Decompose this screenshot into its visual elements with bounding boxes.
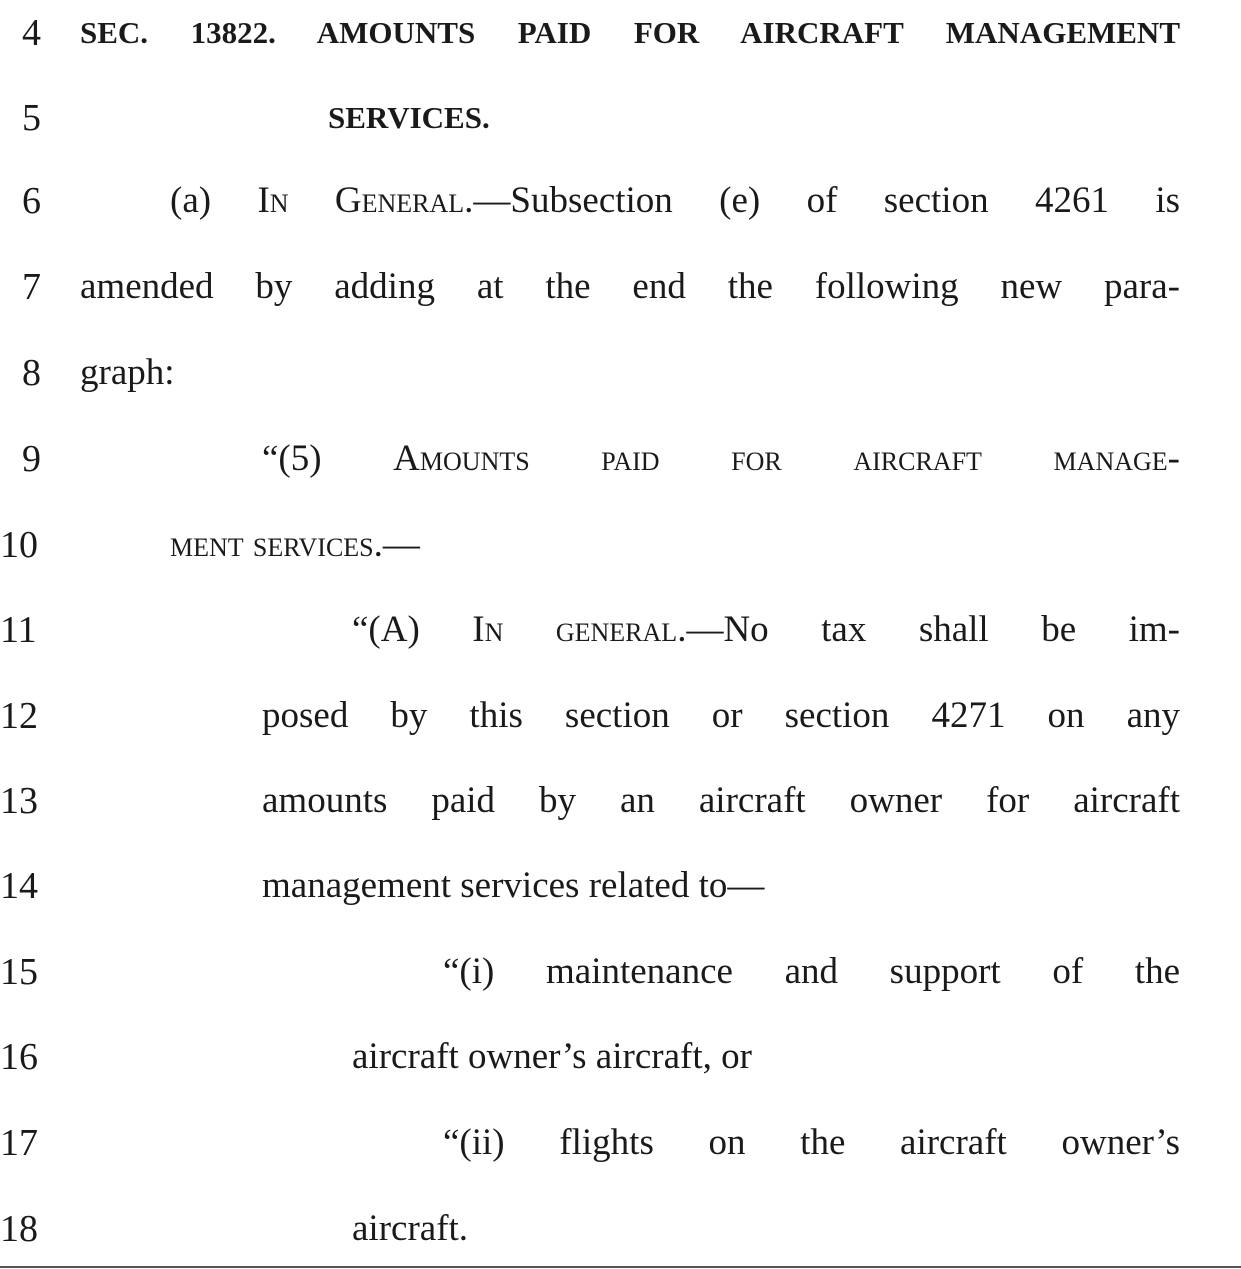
subsection-a-heading: In General: [257, 180, 465, 221]
bill-line-9: [0, 429, 1241, 489]
line-number: 12: [0, 695, 38, 737]
line-number: 6: [22, 180, 41, 222]
bill-line-14: [0, 856, 1241, 916]
bill-line-16: [0, 1027, 1241, 1087]
subparagraph-a-body: .—No tax shall be im-: [677, 609, 1180, 650]
body-text: aircraft owner’s aircraft, or: [352, 1036, 752, 1077]
paragraph-5-heading: Amounts paid for aircraft manage-: [393, 438, 1180, 479]
heading-text: ment services: [170, 524, 374, 565]
bill-line-6: [0, 171, 1241, 231]
clause-ii-text: “(ii) flights on the aircraft owner’s: [443, 1122, 1180, 1163]
line-number: 7: [22, 266, 41, 308]
body-text: aircraft.: [352, 1208, 469, 1249]
paragraph-5-text: [262, 429, 1180, 489]
section-heading: SEC. 13822. AMOUNTS PAID FOR AIRCRAFT MANAGEMENT: [80, 15, 1180, 50]
bill-line-5: [0, 88, 1241, 148]
subparagraph-a-label: “(A): [352, 609, 473, 650]
bill-line-7: [0, 257, 1241, 317]
line-number: 11: [0, 609, 37, 651]
subsection-a-text: [170, 171, 1180, 231]
bill-line-15: [0, 942, 1241, 1002]
line-number: 15: [0, 951, 38, 993]
body-text: amounts paid by an aircraft owner for aircraft: [262, 780, 1180, 821]
bill-line-13: [0, 771, 1241, 831]
line-number: 9: [22, 438, 41, 480]
paragraph-5-heading-continued: [170, 515, 420, 575]
bill-line-17: [0, 1113, 1241, 1173]
line-number: 13: [0, 780, 38, 822]
bill-line-18: [0, 1199, 1241, 1259]
body-text: posed by this section or section 4271 on any: [262, 695, 1180, 736]
bill-line-12: [0, 686, 1241, 746]
body-text: management services related to—: [262, 865, 765, 906]
section-heading-continued: SERVICES.: [328, 100, 490, 135]
bill-line-11: [0, 600, 1241, 660]
heading-dash: .—: [373, 524, 420, 565]
line-number: 17: [0, 1122, 38, 1164]
subsection-a-label: (a): [170, 180, 258, 221]
bill-line-8: [0, 343, 1241, 403]
subparagraph-a-text: [352, 600, 1180, 660]
line-number: 10: [0, 524, 38, 566]
line-number: 18: [0, 1208, 38, 1250]
line-number: 5: [22, 97, 41, 139]
subsection-a-body: .—Subsection (e) of section 4261 is: [464, 180, 1180, 221]
line-number: 14: [0, 865, 38, 907]
subparagraph-a-heading: In general: [472, 609, 678, 650]
paragraph-5-label: “(5): [262, 438, 394, 479]
bill-line-4: [0, 3, 1241, 63]
body-text: graph:: [80, 352, 175, 393]
bill-line-10: [0, 515, 1241, 575]
clause-i-text: “(i) maintenance and support of the: [443, 951, 1180, 992]
body-text: amended by adding at the end the following new para-: [80, 266, 1180, 307]
line-number: 8: [22, 352, 41, 394]
bottom-rule: [0, 1266, 1241, 1268]
line-number: 16: [0, 1036, 38, 1078]
line-number: 4: [22, 12, 41, 54]
